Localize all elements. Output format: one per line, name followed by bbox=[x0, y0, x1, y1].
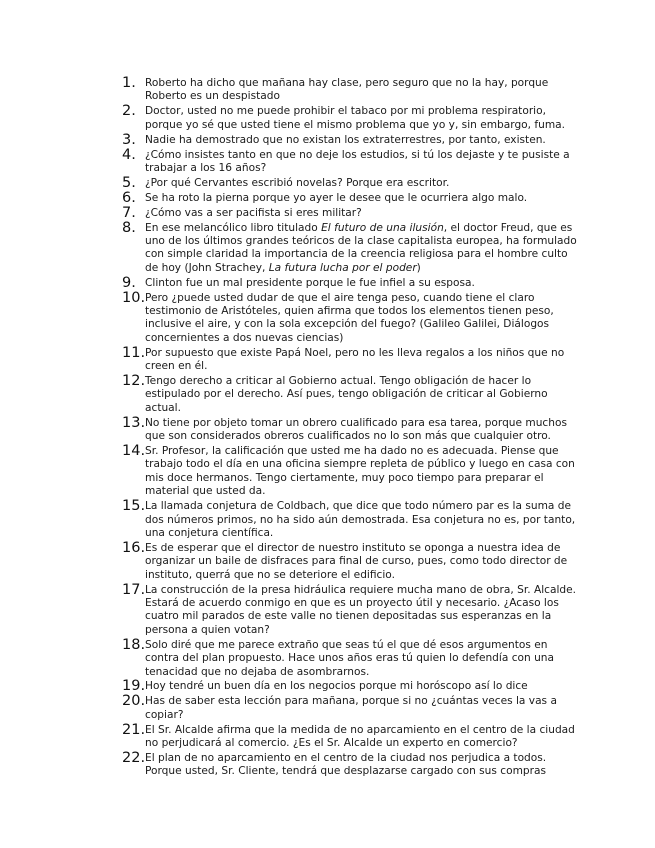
list-item bbox=[122, 500, 578, 540]
item-number: 20. bbox=[122, 693, 146, 710]
list-item bbox=[122, 636, 578, 679]
item-text: Por supuesto que existe Papá Noel, pero no les lleva regalos a los niños que no creen en él. bbox=[145, 346, 565, 373]
item-number: 1. bbox=[122, 75, 136, 91]
list-item bbox=[122, 414, 578, 444]
item-text: Clinton fue un mal presidente porque le fue infiel a su esposa. bbox=[145, 276, 475, 289]
item-text: ¿Por qué Cervantes escribió novelas? Porque era escritor. bbox=[145, 176, 450, 189]
item-number: 3. bbox=[122, 131, 136, 148]
item-text: Sr. Profesor, la calificación que usted me ha dado no es adecuada. Piense que trabajo todo el día en una oficina siempre repleta de público y luego en casa con mis doce hermanos. Tengo ciertamente, muy poco tiempo para preparar el material que usted da. bbox=[145, 445, 575, 498]
list-item bbox=[122, 105, 578, 132]
item-text-part: En ese melancólico libro titulado bbox=[145, 221, 322, 234]
item-number: 4. bbox=[122, 146, 136, 163]
item-number: 6. bbox=[122, 189, 136, 206]
item-number: 12. bbox=[122, 373, 146, 390]
item-number: 15. bbox=[122, 498, 146, 515]
item-number: 14. bbox=[122, 443, 146, 460]
item-text bbox=[145, 222, 577, 274]
item-text: El Sr. Alcalde afirma que la medida de no aparcamiento en el centro de la ciudad no perjudicará al comercio. ¿Es el Sr. Alcalde un experto en comercio? bbox=[145, 723, 575, 750]
list-item bbox=[122, 375, 578, 415]
list-item bbox=[122, 146, 578, 176]
book-title: La futura lucha por el poder bbox=[268, 261, 417, 274]
item-text-part: ) bbox=[416, 261, 421, 274]
item-number: 8. bbox=[122, 219, 136, 236]
item-text: Solo diré que me parece extraño que seas tú el que dé esos argumentos en contra del plan propuesto. Hace unos años eras tú quien lo defendía con una tenacidad que no dejaba de asombrarnos. bbox=[145, 638, 555, 678]
list-item bbox=[122, 77, 578, 104]
item-text: La llamada conjetura de Coldbach, que dice que todo número par es la suma de dos números primos, no ha sido aún demostrada. Esa conjetura no es, por tanto, una conjetura científica. bbox=[145, 500, 576, 539]
item-text: No tiene por objeto tomar un obrero cualificado para esa tarea, porque muchos que son considerados obreros cualificados no lo son más que cualquier otro. bbox=[145, 416, 567, 443]
item-text-part: , el doctor Freud, que es uno de los últimos grandes teóricos de la clase capitalista europea, ha formulado con simple claridad la importancia de la creencia religiosa para el hombre culto de hoy (John Strachey, bbox=[145, 221, 577, 274]
list-item bbox=[122, 581, 578, 638]
item-text: Pero ¿puede usted dudar de que el aire tenga peso, cuando tiene el claro testimonio de Aristóteles, quien afirma que todos los elementos tienen peso, inclusive el aire, y con la sola excepción del fuego? (Galileo Galilei, Diálogos concernientes a dos nuevas ciencias) bbox=[145, 291, 554, 344]
item-text: Tengo derecho a criticar al Gobierno actual. Tengo obligación de hacer lo estipulado por el derecho. Así pues, tengo obligación de criticar al Gobierno actual. bbox=[145, 375, 548, 414]
item-number: 16. bbox=[122, 539, 146, 556]
item-number: 17. bbox=[122, 581, 146, 598]
item-number: 5. bbox=[122, 174, 136, 191]
item-number: 11. bbox=[122, 344, 146, 361]
item-text: La construcción de la presa hidráulica requiere mucha mano de obra, Sr. Alcalde. Estará de acuerdo conmigo en que es un proyecto útil y necesario. ¿Acaso los cuatro mil parados de este valle no tienen depositadas sus esperanzas en la persona a quien votan? bbox=[145, 583, 577, 636]
list-item bbox=[122, 219, 578, 276]
item-text: Es de esperar que el director de nuestro instituto se oponga a nuestra idea de organizar un baile de disfraces para final de curso, pues, como todo director de instituto, querrá que no se deteriore el edificio. bbox=[145, 541, 568, 581]
item-text: Hoy tendré un buen día en los negocios porque mi horóscopo así lo dice bbox=[145, 680, 528, 693]
item-text: ¿Cómo insistes tanto en que no deje los estudios, si tú los dejaste y te pusiste a trabajar a los 16 años? bbox=[145, 148, 570, 174]
item-number: 2. bbox=[122, 103, 136, 120]
item-text: Doctor, usted no me puede prohibir el tabaco por mi problema respiratorio, porque yo sé que usted tiene el mismo problema que yo y, sin embargo, fuma. bbox=[145, 105, 566, 131]
item-number: 21. bbox=[122, 721, 146, 738]
fallacy-list bbox=[122, 77, 578, 780]
item-text: Nadie ha demostrado que no existan los extraterrestres, por tanto, existen. bbox=[145, 133, 546, 146]
item-number: 7. bbox=[122, 204, 136, 221]
item-text: Roberto ha dicho que mañana hay clase, pero seguro que no la hay, porque Roberto es un despistado bbox=[145, 77, 549, 103]
item-text: Has de saber esta lección para mañana, porque si no ¿cuántas veces la vas a copiar? bbox=[145, 695, 557, 721]
item-number: 9. bbox=[122, 274, 136, 291]
list-item bbox=[122, 131, 578, 148]
item-number: 18. bbox=[122, 636, 146, 653]
item-text: El plan de no aparcamiento en el centro de la ciudad nos perjudica a todos. Porque usted, Sr. Cliente, tendrá que desplazarse cargado con sus compras bbox=[145, 752, 547, 778]
item-number: 19. bbox=[122, 678, 146, 695]
item-number: 13. bbox=[122, 414, 146, 431]
item-text: Se ha roto la pierna porque yo ayer le desee que le ocurriera algo malo. bbox=[145, 191, 528, 204]
list-item bbox=[122, 752, 578, 779]
list-item bbox=[122, 189, 578, 206]
list-item bbox=[122, 445, 578, 499]
list-item bbox=[122, 344, 578, 374]
book-title: El futuro de una ilusión bbox=[321, 221, 444, 234]
list-item bbox=[122, 204, 578, 221]
list-item bbox=[122, 539, 578, 582]
item-text: ¿Cómo vas a ser pacifista si eres militar? bbox=[145, 206, 362, 219]
item-number: 10. bbox=[122, 289, 146, 306]
list-item bbox=[122, 274, 578, 291]
list-item bbox=[122, 695, 578, 722]
list-item bbox=[122, 289, 578, 346]
list-item bbox=[122, 721, 578, 751]
item-number: 22. bbox=[122, 750, 146, 766]
list-item bbox=[122, 680, 578, 693]
list-item bbox=[122, 174, 578, 191]
